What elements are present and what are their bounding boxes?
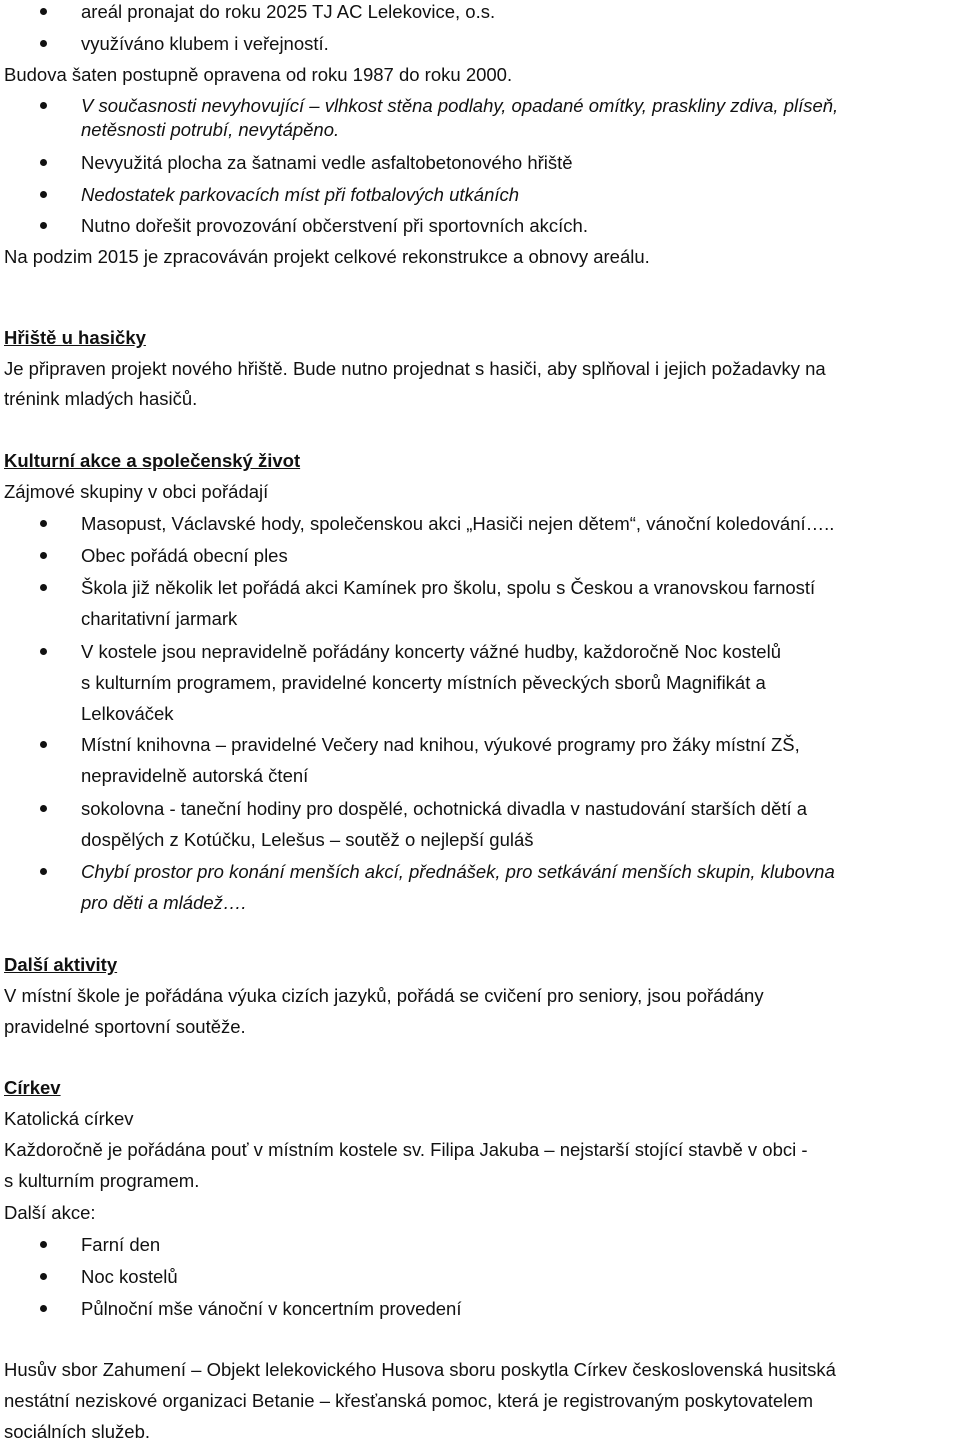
bullet [40, 805, 47, 812]
text-line: Je připraven projekt nového hřiště. Bude nutno projednat s hasiči, aby splňoval i jejich požadavky na [4, 358, 826, 379]
text-line: Každoročně je pořádána pouť v místním kostele sv. Filipa Jakuba – nejstarší stojící stavbě v obci - [4, 1139, 808, 1160]
section-heading: Další aktivity [4, 954, 118, 975]
text-line: pro děti a mládež…. [81, 892, 247, 913]
text-line: sokolovna - taneční hodiny pro dospělé, ochotnická divadla v nastudování starších dětí a [81, 798, 808, 819]
text-line: Noc kostelů [81, 1266, 178, 1287]
text-line: Na podzim 2015 je zpracováván projekt celkové rekonstrukce a obnovy areálu. [4, 246, 650, 267]
text-line: Škola již několik let pořádá akci Kamínek pro školu, spolu s Českou a vranovskou farností [81, 577, 816, 598]
text-line: Zájmové skupiny v obci pořádají [4, 481, 269, 502]
text-line: s kulturním programem, pravidelné koncerty místních pěveckých sborů Magnifikát a [81, 672, 766, 693]
bullet [40, 741, 47, 748]
section-heading: Hřiště u hasičky [4, 327, 146, 348]
text-line: Nevyužitá plocha za šatnami vedle asfaltobetonového hřiště [81, 152, 573, 173]
bullet [40, 868, 47, 875]
text-line: nepravidelně autorská čtení [81, 765, 309, 786]
text-line: Další akce: [4, 1202, 96, 1223]
text-line: charitativní jarmark [81, 608, 238, 629]
text-line: areál pronajat do roku 2025 TJ AC Lelekovice, o.s. [81, 1, 496, 22]
text-line: Katolická církev [4, 1108, 134, 1129]
text-line: Budova šaten postupně opravena od roku 1987 do roku 2000. [4, 64, 513, 85]
bullet [40, 8, 47, 15]
text-line: využíváno klubem i veřejností. [81, 33, 329, 54]
bullet [40, 1305, 47, 1312]
bullet [40, 1241, 47, 1248]
text-line: Obec pořádá obecní ples [81, 545, 288, 566]
text-line: dospělých z Kotúčku, Lelešus – soutěž o nejlepší guláš [81, 829, 534, 850]
bullet [40, 1273, 47, 1280]
bullet [40, 552, 47, 559]
text-line: Nutno dořešit provozování občerstvení při sportovních akcích. [81, 215, 588, 236]
section-heading: Kulturní akce a společenský život [4, 450, 301, 471]
text-line: V současnosti nevyhovující – vlhkost stěna podlahy, opadané omítky, praskliny zdiva, plíseň, [81, 95, 839, 116]
text-line: V místní škole je pořádána výuka cizích jazyků, pořádá se cvičení pro seniory, jsou pořádány [4, 985, 764, 1006]
text-line: Nedostatek parkovacích míst při fotbalových utkáních [81, 184, 520, 205]
bullet [40, 191, 47, 198]
text-line: netěsnosti potrubí, nevytápěno. [81, 119, 340, 140]
text-line: V kostele jsou nepravidelně pořádány koncerty vážné hudby, každoročně Noc kostelů [81, 641, 781, 662]
bullet [40, 584, 47, 591]
bullet [40, 159, 47, 166]
text-line: Půlnoční mše vánoční v koncertním provedení [81, 1298, 462, 1319]
text-line: Farní den [81, 1234, 161, 1255]
bullet [40, 222, 47, 229]
text-line: pravidelné sportovní soutěže. [4, 1016, 246, 1037]
text-line: s kulturním programem. [4, 1170, 200, 1191]
text-line: Husův sbor Zahumení – Objekt lelekovického Husova sboru poskytla Církev československá husitská [4, 1359, 836, 1380]
text-line: sociálních služeb. [4, 1421, 151, 1442]
section-heading: Církev [4, 1077, 61, 1098]
bullet [40, 520, 47, 527]
bullet [40, 648, 47, 655]
bullet [40, 102, 47, 109]
text-line: nestátní neziskové organizaci Betanie – křesťanská pomoc, která je registrovaným poskytovatelem [4, 1390, 814, 1411]
bullet [40, 40, 47, 47]
text-line: trénink mladých hasičů. [4, 388, 198, 409]
text-line: Místní knihovna – pravidelné Večery nad knihou, výukové programy pro žáky místní ZŠ, [81, 734, 800, 755]
text-line: Masopust, Václavské hody, společenskou akci „Hasiči nejen dětem“, vánoční koledování….. [81, 513, 835, 534]
text-line: Lelkováček [81, 703, 174, 724]
text-line: Chybí prostor pro konání menších akcí, přednášek, pro setkávání menších skupin, klubovna [81, 861, 835, 882]
